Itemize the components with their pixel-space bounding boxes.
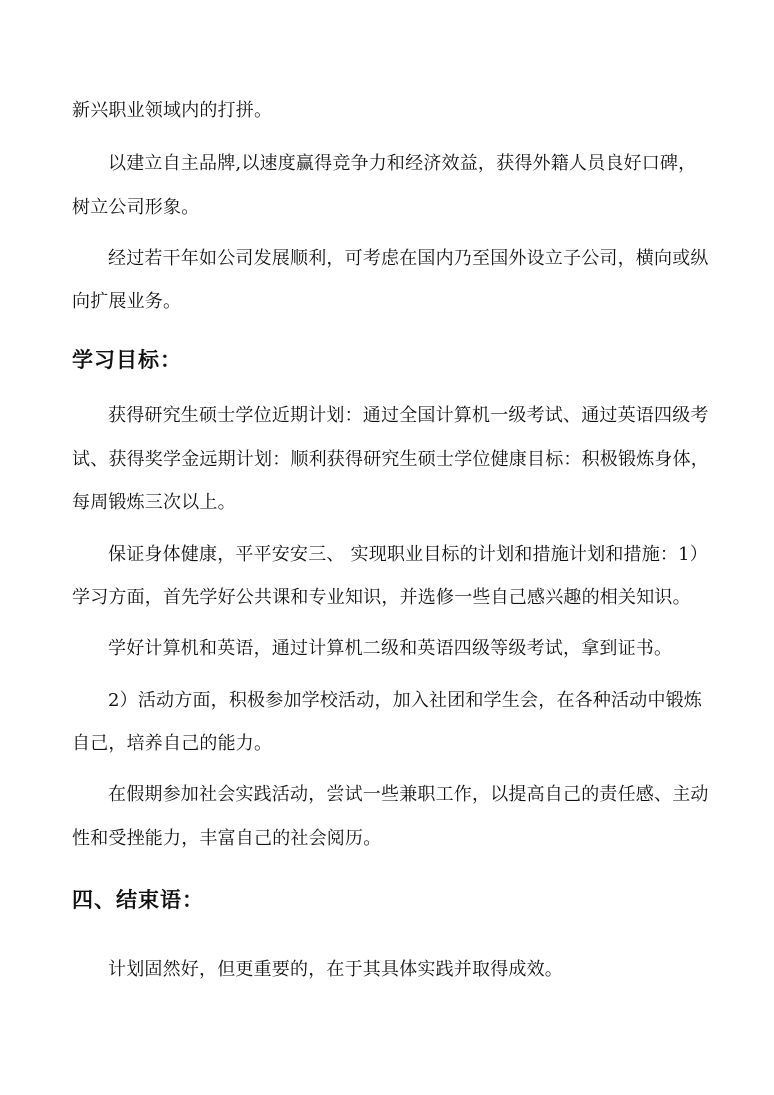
- paragraph-line: 计划固然好，但更重要的，在于其具体实践并取得成效。: [108, 959, 563, 980]
- paragraph-line: 学习方面，首先学好公共课和专业知识，并选修一些自己感兴趣的相关知识。: [72, 587, 691, 608]
- paragraph-line: 向扩展业务。: [72, 291, 182, 312]
- paragraph-line: 每周锻炼三次以上。: [72, 492, 236, 513]
- paragraph-line: 经过若干年如公司发展顺利，可考虑在国内乃至国外设立子公司，横向或纵: [108, 248, 709, 269]
- paragraph-line: 以建立自主品牌,以速度赢得竞争力和经济效益，获得外籍人员良好口碑，: [108, 153, 697, 174]
- paragraph-line: 新兴职业领域内的打拼。: [72, 100, 273, 121]
- paragraph-line: 保证身体健康，平平安安三、 实现职业目标的计划和措施计划和措施：1）: [108, 544, 708, 565]
- paragraph-line: 树立公司形象。: [72, 197, 200, 218]
- paragraph-line: 试、获得奖学金远期计划：顺利获得研究生硕士学位健康目标：积极锻炼身体，: [72, 449, 709, 470]
- paragraph-line: 在假期参加社会实践活动，尝试一些兼职工作，以提高自己的责任感、主动: [108, 784, 709, 805]
- paragraph-line: 2）活动方面，积极参加学校活动，加入社团和学生会，在各种活动中锻炼: [108, 690, 703, 711]
- paragraph-line: 学好计算机和英语，通过计算机二级和英语四级等级考试，拿到证书。: [108, 638, 673, 659]
- section-heading-conclusion: 四、结束语：: [72, 888, 204, 912]
- paragraph-line: 获得研究生硕士学位近期计划：通过全国计算机一级考试、通过英语四级考: [108, 405, 709, 426]
- section-heading-learning-goals: 学习目标：: [72, 348, 182, 372]
- paragraph-line: 自己，培养自己的能力。: [72, 733, 273, 754]
- paragraph-line: 性和受挫能力，丰富自己的社会阅历。: [72, 828, 382, 849]
